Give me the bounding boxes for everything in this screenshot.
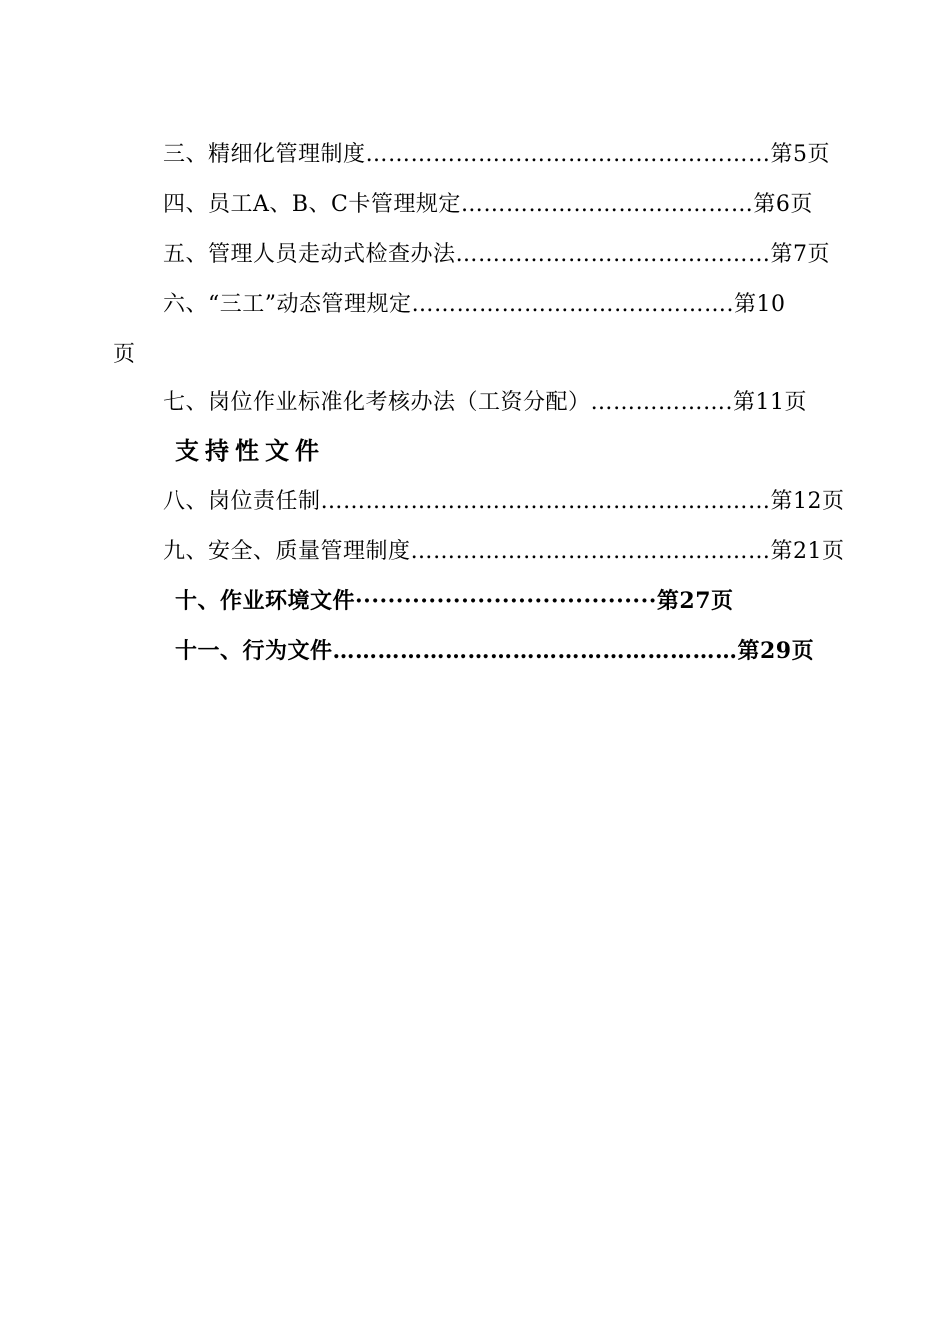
toc-entry-9: 九、安全、质量管理制度…………………………………………第21页	[163, 539, 845, 564]
toc-entry-11: 十一、行为文件………………………………………………第29页	[175, 638, 815, 664]
toc-entry-6: 六、“三工”动态管理规定…………………………………….第10	[163, 292, 786, 317]
toc-entry-10: 十、作业环境文件·····································第27页	[175, 588, 734, 614]
toc-entry-5: 五、管理人员走动式检查办法……………………………………第7页	[163, 242, 830, 267]
toc-entry-3: 三、精细化管理制度………………………………………………第5页	[163, 142, 830, 167]
toc-entry-7: 七、岗位作业标准化考核办法（工资分配）……………….第11页	[163, 390, 807, 415]
toc-entry-6-continuation: 页	[113, 342, 136, 367]
section-heading-supporting-documents: 支持性文件	[175, 436, 325, 465]
toc-entry-4: 四、员工A、B、C卡管理规定…………………………………第6页	[163, 192, 813, 217]
toc-entry-8: 八、岗位责任制……………………………………………………第12页	[163, 489, 845, 514]
